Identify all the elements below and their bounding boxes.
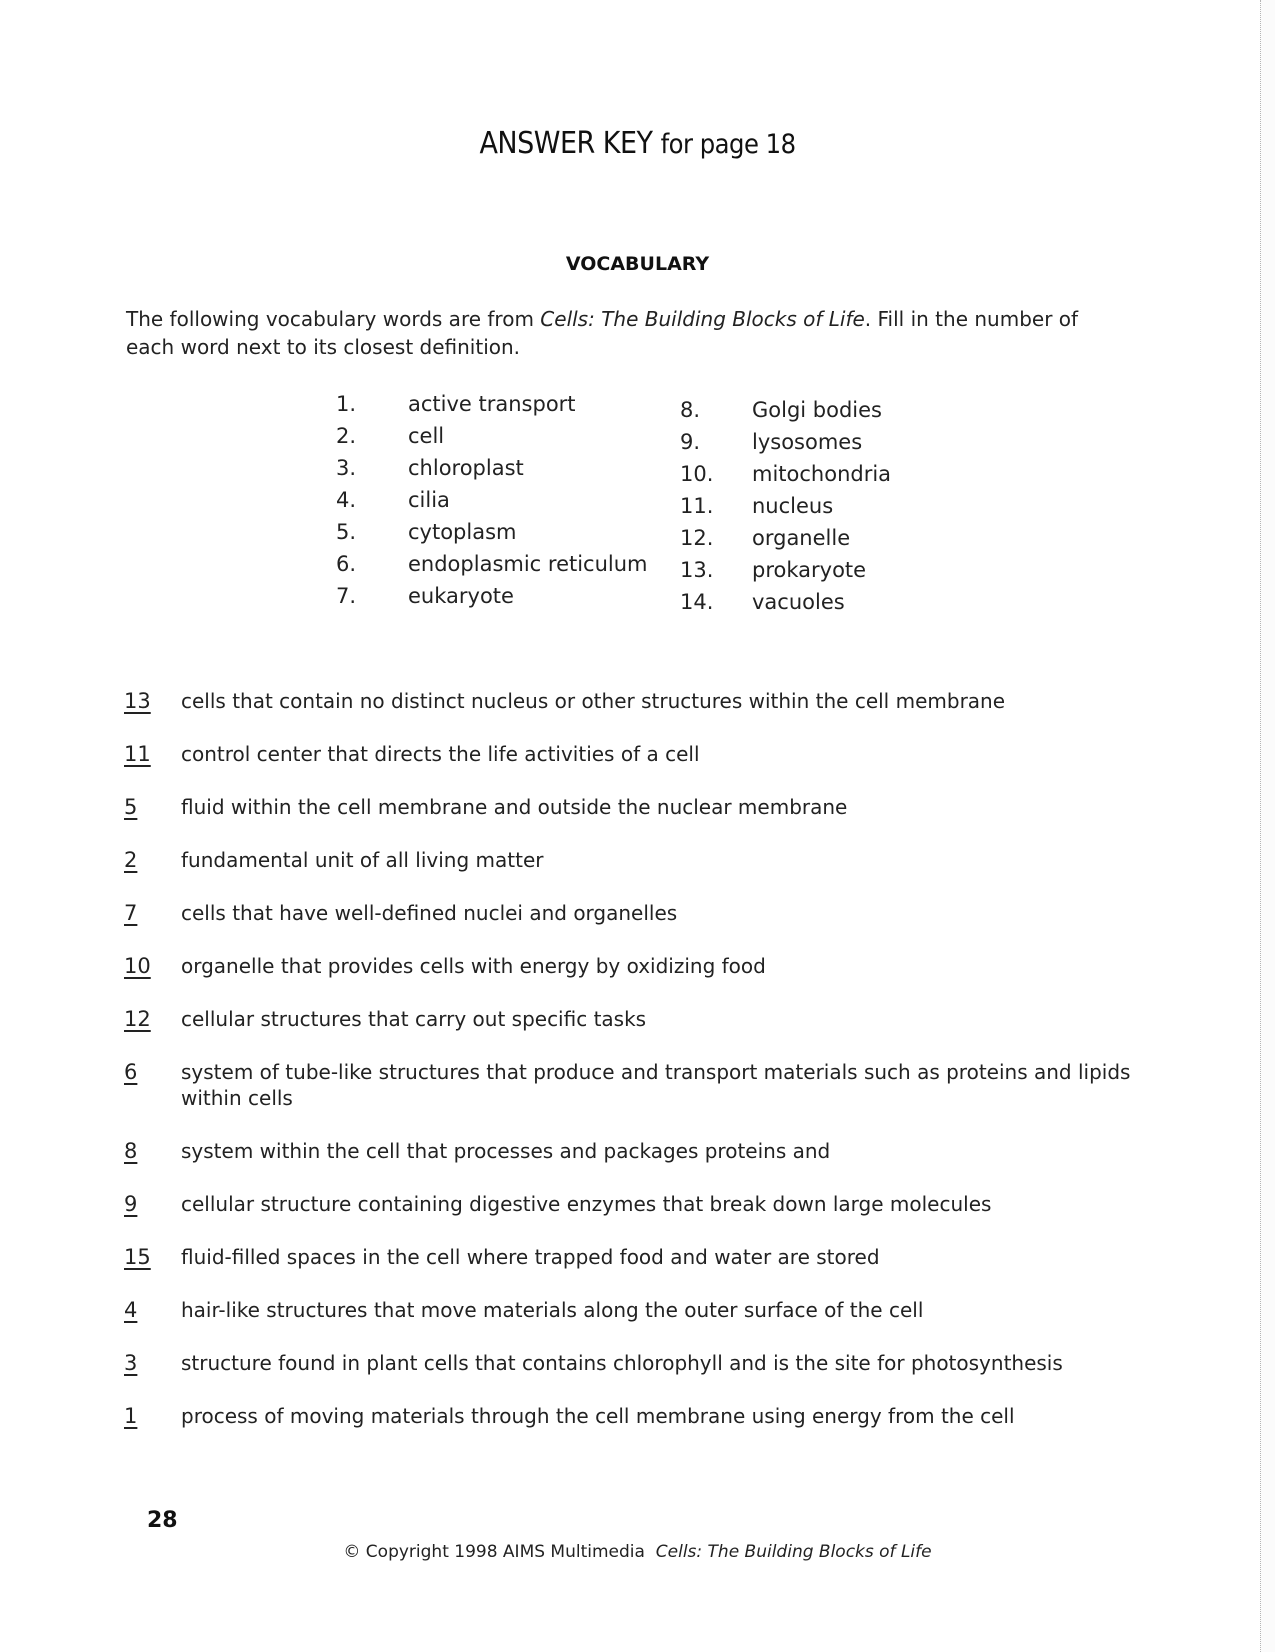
instructions-after: . Fill in the number of each word next to its closest definition.	[126, 307, 1079, 359]
answer-number: 3	[124, 1351, 138, 1375]
word-item	[680, 430, 891, 462]
word-item	[680, 494, 891, 526]
copyright-footer	[0, 1542, 1275, 1562]
word-term: organelle	[752, 526, 851, 550]
answer-number: 7	[124, 901, 138, 925]
word-term: eukaryote	[408, 584, 514, 608]
word-item	[336, 488, 648, 520]
instructions	[126, 305, 1126, 361]
word-number: 12.	[680, 526, 714, 550]
answer-number: 4	[124, 1298, 138, 1322]
copyright-text: © Copyright 1998 AIMS Multimedia	[343, 1542, 645, 1562]
word-term: lysosomes	[752, 430, 863, 454]
scan-edge	[1260, 0, 1275, 1652]
word-number: 8.	[680, 398, 701, 422]
word-term: chloroplast	[408, 456, 524, 480]
definition-text: organelle that provides cells with energy by oxidizing food	[181, 954, 766, 978]
title-main: ANSWER KEY	[479, 126, 653, 161]
definition-text: hair-like structures that move materials along the outer surface of the cell	[181, 1298, 924, 1322]
word-term: cilia	[408, 488, 450, 512]
answer-number: 15	[124, 1245, 151, 1269]
word-number: 10.	[680, 462, 714, 486]
word-number: 13.	[680, 558, 714, 582]
word-term: cytoplasm	[408, 520, 517, 544]
definition-text: system within the cell that processes and packages proteins and	[181, 1139, 831, 1163]
word-term: active transport	[408, 392, 576, 416]
word-number: 3.	[336, 456, 357, 480]
word-number: 6.	[336, 552, 357, 576]
word-number: 14.	[680, 590, 714, 614]
word-item	[680, 590, 891, 622]
word-term: mitochondria	[752, 462, 892, 486]
word-number: 11.	[680, 494, 714, 518]
instructions-before: The following vocabulary words are from	[126, 307, 541, 331]
definition-text: process of moving materials through the cell membrane using energy from the cell	[181, 1404, 1015, 1428]
answer-number: 2	[124, 848, 138, 872]
word-term: prokaryote	[752, 558, 867, 582]
answer-number: 5	[124, 795, 138, 819]
word-term: endoplasmic reticulum	[408, 552, 648, 576]
page-title	[0, 126, 1275, 161]
word-list-right	[680, 398, 891, 622]
definition-text: fundamental unit of all living matter	[181, 848, 544, 872]
word-item	[680, 526, 891, 558]
word-item	[336, 520, 648, 552]
page-number: 28	[147, 1508, 178, 1533]
definition-text: cellular structure containing digestive enzymes that break down large molecules	[181, 1192, 992, 1216]
word-term: nucleus	[752, 494, 834, 518]
word-item	[680, 398, 891, 430]
word-item	[336, 424, 648, 456]
word-number: 5.	[336, 520, 357, 544]
word-term: cell	[408, 424, 445, 448]
title-suffix: for page 18	[660, 129, 796, 160]
definition-text: control center that directs the life activities of a cell	[181, 742, 700, 766]
answer-number: 11	[124, 742, 151, 766]
answer-number: 9	[124, 1192, 138, 1216]
answer-number: 10	[124, 954, 151, 978]
definition-text: cells that contain no distinct nucleus or other structures within the cell membrane	[181, 689, 1006, 713]
word-item	[336, 456, 648, 488]
word-item	[336, 392, 648, 424]
word-item	[336, 552, 648, 584]
word-item	[680, 462, 891, 494]
definition-text: fluid-filled spaces in the cell where trapped food and water are stored	[181, 1245, 880, 1269]
instructions-book-title: Cells: The Building Blocks of Life	[540, 307, 865, 331]
definition-text: fluid within the cell membrane and outside the nuclear membrane	[181, 795, 848, 819]
answer-number: 8	[124, 1139, 138, 1163]
answer-number: 1	[124, 1404, 138, 1428]
word-item	[680, 558, 891, 590]
definition-text: cells that have well-defined nuclei and organelles	[181, 901, 678, 925]
word-item	[336, 584, 648, 616]
definition-text: cellular structures that carry out specific tasks	[181, 1007, 647, 1031]
word-number: 2.	[336, 424, 357, 448]
word-term: Golgi bodies	[752, 398, 882, 422]
word-number: 9.	[680, 430, 701, 454]
answer-number: 13	[124, 689, 151, 713]
copyright-book-title: Cells: The Building Blocks of Life	[655, 1542, 932, 1562]
word-list-left	[336, 392, 648, 616]
definition-text: system of tube-like structures that produce and transport materials such as proteins and lipids within cells	[181, 1060, 1131, 1110]
section-heading: VOCABULARY	[565, 253, 710, 275]
answer-number: 6	[124, 1060, 138, 1084]
word-number: 7.	[336, 584, 357, 608]
definition-text: structure found in plant cells that contains chlorophyll and is the site for photosynthesis	[181, 1351, 1063, 1375]
answer-number: 12	[124, 1007, 151, 1031]
word-term: vacuoles	[752, 590, 845, 614]
word-number: 4.	[336, 488, 357, 512]
word-number: 1.	[336, 392, 357, 416]
